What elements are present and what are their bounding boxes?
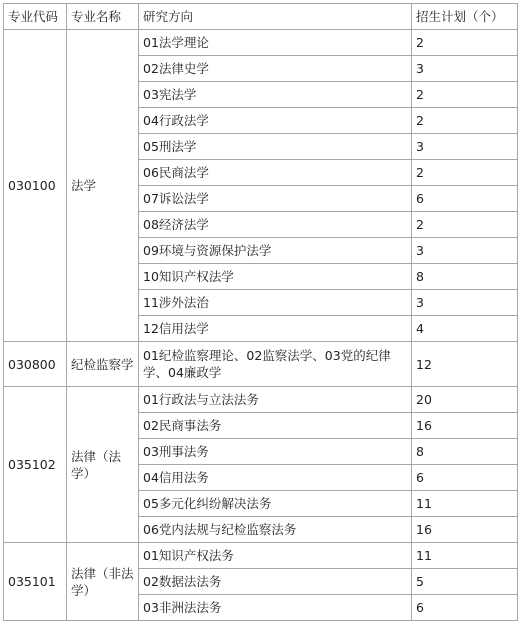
header-enrollment-plan: 招生计划（个） <box>412 4 518 30</box>
header-major-code: 专业代码 <box>4 4 67 30</box>
enrollment-plan-cell: 8 <box>412 439 518 465</box>
major-code-cell: 030800 <box>4 342 67 387</box>
major-name-cell: 法律（法学） <box>67 387 139 543</box>
enrollment-plan-cell: 6 <box>412 595 518 621</box>
enrollment-plan-cell: 2 <box>412 160 518 186</box>
enrollment-plan-cell: 2 <box>412 82 518 108</box>
research-direction-cell: 03宪法学 <box>139 82 412 108</box>
enrollment-plan-cell: 6 <box>412 465 518 491</box>
research-direction-cell: 02数据法法务 <box>139 569 412 595</box>
enrollment-plan-cell: 2 <box>412 108 518 134</box>
research-direction-cell: 10知识产权法学 <box>139 264 412 290</box>
enrollment-plan-cell: 12 <box>412 342 518 387</box>
research-direction-cell: 02法律史学 <box>139 56 412 82</box>
enrollment-plan-cell: 5 <box>412 569 518 595</box>
enrollment-plan-cell: 3 <box>412 134 518 160</box>
research-direction-cell: 06党内法规与纪检监察法务 <box>139 517 412 543</box>
research-direction-cell: 12信用法学 <box>139 316 412 342</box>
enrollment-plan-cell: 3 <box>412 56 518 82</box>
table-body <box>4 30 518 621</box>
research-direction-cell: 03刑事法务 <box>139 439 412 465</box>
research-direction-cell: 04行政法学 <box>139 108 412 134</box>
header-research-direction: 研究方向 <box>139 4 412 30</box>
major-name-cell: 法学 <box>67 30 139 342</box>
research-direction-cell: 05刑法学 <box>139 134 412 160</box>
major-code-cell: 030100 <box>4 30 67 342</box>
research-direction-cell: 06民商法学 <box>139 160 412 186</box>
research-direction-cell: 01行政法与立法法务 <box>139 387 412 413</box>
header-major-name: 专业名称 <box>67 4 139 30</box>
table-row <box>4 30 518 56</box>
table-row <box>4 543 518 569</box>
enrollment-plan-cell: 3 <box>412 290 518 316</box>
enrollment-plan-cell: 6 <box>412 186 518 212</box>
enrollment-plan-cell: 16 <box>412 517 518 543</box>
enrollment-plan-cell: 2 <box>412 212 518 238</box>
research-direction-cell: 08经济法学 <box>139 212 412 238</box>
table-row <box>4 342 518 387</box>
table-header-row <box>4 4 518 30</box>
major-name-cell: 纪检监察学 <box>67 342 139 387</box>
research-direction-cell: 05多元化纠纷解决法务 <box>139 491 412 517</box>
enrollment-plan-table <box>3 3 518 621</box>
enrollment-plan-cell: 11 <box>412 543 518 569</box>
research-direction-cell: 07诉讼法学 <box>139 186 412 212</box>
enrollment-plan-cell: 2 <box>412 30 518 56</box>
major-name-cell: 法律（非法学） <box>67 543 139 621</box>
research-direction-cell: 04信用法务 <box>139 465 412 491</box>
research-direction-cell: 03非洲法法务 <box>139 595 412 621</box>
enrollment-plan-cell: 20 <box>412 387 518 413</box>
research-direction-cell: 01知识产权法务 <box>139 543 412 569</box>
research-direction-cell: 09环境与资源保护法学 <box>139 238 412 264</box>
enrollment-plan-cell: 8 <box>412 264 518 290</box>
enrollment-plan-cell: 4 <box>412 316 518 342</box>
research-direction-cell: 02民商事法务 <box>139 413 412 439</box>
table-row <box>4 387 518 413</box>
enrollment-plan-cell: 3 <box>412 238 518 264</box>
major-code-cell: 035101 <box>4 543 67 621</box>
enrollment-plan-cell: 16 <box>412 413 518 439</box>
major-code-cell: 035102 <box>4 387 67 543</box>
research-direction-cell: 01纪检监察理论、02监察法学、03党的纪律学、04廉政学 <box>139 342 412 387</box>
enrollment-plan-cell: 11 <box>412 491 518 517</box>
research-direction-cell: 11涉外法治 <box>139 290 412 316</box>
research-direction-cell: 01法学理论 <box>139 30 412 56</box>
